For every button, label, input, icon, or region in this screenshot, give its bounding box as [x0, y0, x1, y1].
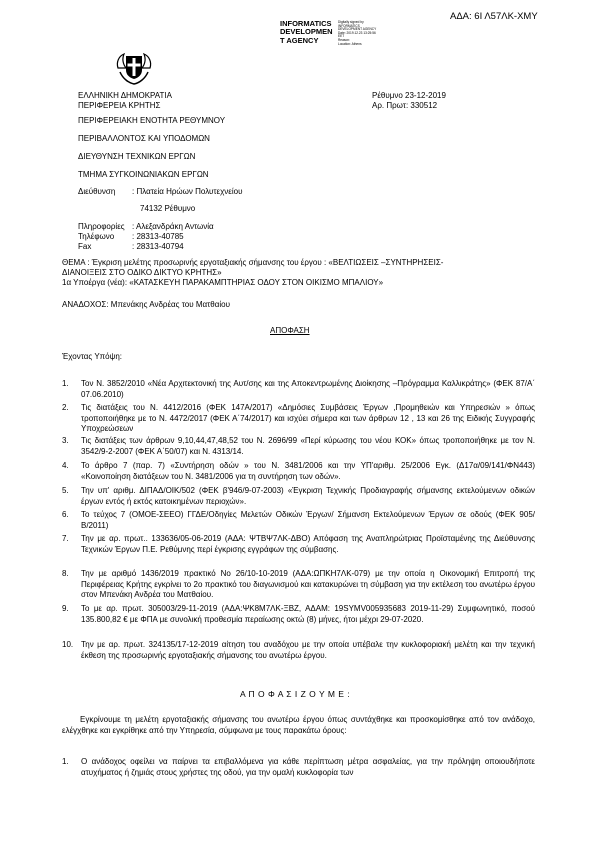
ada-code: ΑΔΑ: 6Ι Λ57ΛΚ-ΧΜΥ — [450, 11, 538, 22]
fax-value: : 28313-40794 — [132, 242, 184, 251]
item-number: 4. — [62, 461, 69, 470]
list-item: Την με αρ. πρωτ.. 133636/05-06-2019 (ΑΔΑ: ΨΤΒΨ7ΛΚ-ΔΒΟ) Απόφαση της Αναπληρώτριας Προϊσταμένης της Διεύθυνσης Τεχνικών Έργων Π.Ε. Ρεθύμνης περί έγκρισης εγγράφων της σύμβασης. — [81, 534, 535, 554]
item-number: 8. — [62, 569, 69, 578]
phone-value: : 28313-40785 — [132, 232, 184, 241]
list-item: Την με αρ. πρωτ. 324135/17-12-2019 αίτηση του αναδόχου με την οποία υπέβαλε την κυκλοφοριακή μελέτη και την τεχνική έκθεση της προσωρινής εργοταξιακής σήμανσης του ανωτέρω έργου. — [81, 640, 535, 660]
address-line-2: 74132 Ρέθυμνο — [140, 204, 196, 213]
term-item: Ο ανάδοχος οφείλει να παίρνει τα επιβαλλόμενα για κάθε περίπτωση μέτρα ασφαλείας, για την πρόληψη οποιουδήποτε ατυχήματος ή ζημιάς στους χρήστες της οδού, για την ομαλή κυκλοφορία των — [81, 757, 535, 777]
list-item: Το με αρ. πρωτ. 305003/29-11-2019 (ΑΔΑ:ΨΚ8Μ7ΛΚ-ΞΒΖ, ΑΔΑΜ: 19SYMV005935683 2019-11-29) Συμφωνητικό, ποσού 135.800,82 € με ΦΠΑ με συνολική προθεσμία περαίωσης οκτώ (8) μήνες, ήτοι μέχρι 29-07-2020. — [81, 604, 535, 624]
contractor: ΑΝΑΔΟΧΟΣ: Μπενάκης Ανδρέας του Ματθαίου — [62, 300, 230, 309]
item-number: 7. — [62, 534, 69, 543]
subject — [62, 258, 443, 288]
info-value: : Αλεξανδράκη Αντωνία — [132, 222, 214, 231]
header-directorate: ΔΙΕΥΘΥΝΣΗ ΤΕΧΝΙΚΩΝ ΕΡΓΩΝ — [78, 152, 196, 161]
list-item: Τον Ν. 3852/2010 «Νέα Αρχιτεκτονική της Αυτ/σης και της Αποκεντρωμένης Διοίκησης –Πρόγραμμα Καλλικράτης» (ΦΕΚ 87/Α΄ 07.06.2010) — [81, 379, 535, 399]
list-item: Την με αριθμό 1436/2019 πρακτικό Νο 26/10-10-2019 (ΑΔΑ:ΩΠΚΗ7ΛΚ-079) με την οποία η Οικονομική Επιτροπή της Περιφέρειας Κρήτης εγκρίνει το 2ο πρακτικό του διαγωνισμού και κατακυρώνει τη σύμβαση για την εκτέλεση του ανωτέρω έργου στον Μπενάκη Ανδρέα του Ματθαίου. — [81, 569, 535, 599]
digital-signature-details: Digitally signed by INFORMATICS DEVELOPMENT AGENCY Date: 2019.12.23 13:25:56 EET Reason: Location: Athens — [338, 20, 377, 46]
fax-label: Fax — [78, 242, 92, 251]
decide-heading: Α Π Ο Φ Α Σ Ι Ζ Ο Υ Μ Ε : — [240, 689, 351, 699]
header-section: ΤΜΗΜΑ ΣΥΓΚΟΙΝΩΝΙΑΚΩΝ ΕΡΓΩΝ — [78, 170, 209, 179]
phone-label: Τηλέφωνο — [78, 232, 115, 241]
list-item: Το τεύχος 7 (ΟΜΟΕ-ΣΕΕΟ) ΓΓΔΕ/Οδηγίες Μελετών Οδικών Έργων/ Σήμανση Εκτελούμενων Έργων σε οδούς (ΦΕΚ 905/ Β/2011) — [81, 510, 535, 530]
approval-paragraph: Εγκρίνουμε τη μελέτη εργοταξιακής σήμανσης του ανωτέρω έργου όπως συντάχθηκε και προσκομίσθηκε από τον ανάδοχο, ελέγχθηκε και εγκρίθηκε από την Υπηρεσία, σύμφωνα με τους παρακάτω όρους: — [62, 715, 535, 735]
list-item: Την υπ' αριθμ. ΔΙΠΑΔ/ΟΙΚ/502 (ΦΕΚ β'946/9-07-2003) «Έγκριση Τεχνικής Προδιαγραφής σήμανσης εκτελούμενων οδικών έργων εντός ή εκτός κατοικημένων περιοχών». — [81, 486, 535, 506]
header-authority: ΕΛΛΗΝΙΚΗ ΔΗΜΟΚΡΑΤΙΑ ΠΕΡΙΦΕΡΕΙΑ ΚΡΗΤΗΣ — [78, 91, 172, 110]
item-number: 2. — [62, 403, 69, 412]
coat-of-arms-emblem — [114, 48, 154, 86]
header-department: ΠΕΡΙΒΑΛΛΟΝΤΟΣ ΚΑΙ ΥΠΟΔΟΜΩΝ — [78, 134, 210, 143]
list-item: Το άρθρο 7 (παρ. 7) «Συντήρηση οδών » του Ν. 3481/2006 και την ΥΠ'αριθμ. 25/2006 Εγκ. (Δ17α/09/141/ΦΝ443) «Κοινοποίηση διατάξεων του Ν. 3481/2006 για τη συντήρηση των οδών». — [81, 461, 535, 481]
item-number: 6. — [62, 510, 69, 519]
protocol-number: Αρ. Πρωτ: 330512 — [372, 101, 438, 110]
subject-line-1: ΘΕΜΑ : Έγκριση μελέτης προσωρινής εργοταξιακής σήμανσης του έργου : «ΒΕΛΤΙΩΣΕΙΣ –ΣΥΝΤΗΡΗΣΕΙΣ- — [62, 258, 444, 267]
digital-signature-stamp: INFORMATICS DEVELOPMEN T AGENCY — [280, 19, 333, 45]
item-number: 1. — [62, 379, 69, 388]
list-item: Τις διατάξεις του Ν. 4412/2016 (ΦΕΚ 147Α/2017) «Δημόσιες Συμβάσεις Έργων ,Προμηθειών και Υπηρεσιών » όπως τροποποιήθηκε με το Ν. 4472/2017 (ΦΕΚ Α΄74/2017) και ισχύει σήμερα και των άρθρων 12 , 13 και 26 της Ειδικής Συγγραφής Υποχρεώσεων — [81, 403, 535, 433]
address-label: Διεύθυνση — [78, 187, 116, 196]
info-label: Πληροφορίες — [78, 222, 125, 231]
address-line-1: : Πλατεία Ηρώων Πολυτεχνείου — [132, 187, 243, 196]
decision-title: ΑΠΟΦΑΣΗ — [270, 326, 310, 335]
list-item: Τις διατάξεις των άρθρων 9,10,44,47,48,52 του Ν. 2696/99 «Περί κύρωσης του νέου ΚΟΚ» όπως τροποποιήθηκε με τον Ν. 3542/9-2-2007 (ΦΕΚ Α΄50/07) και Ν. 4313/14. — [81, 436, 535, 456]
subject-line-3: 1α Υποέργα (νέα): «ΚΑΤΑΣΚΕΥΗ ΠΑΡΑΚΑΜΠΤΗΡΙΑΣ ΟΔΟΥ ΣΤΟΝ ΟΙΚΙΣΜΟ ΜΠΑΛΙΟΥ» — [62, 278, 384, 287]
subject-line-2: ΔΙΑΝΟΙΞΕΙΣ ΣΤΟ ΟΔΙΚΟ ΔΙΚΤΥΟ ΚΡΗΤΗΣ» — [62, 268, 222, 277]
item-number: 5. — [62, 486, 69, 495]
item-number: 3. — [62, 436, 69, 445]
item-number: 9. — [62, 604, 69, 613]
document-date: Ρέθυμνο 23-12-2019 — [372, 91, 446, 100]
header-unit: ΠΕΡΙΦΕΡΕΙΑΚΗ ΕΝΟΤΗΤΑ ΡΕΘΥΜΝΟΥ — [78, 116, 226, 125]
item-number: 10. — [62, 640, 74, 649]
term-number: 1. — [62, 757, 69, 766]
considering-heading: Έχοντας Υπόψη: — [62, 352, 122, 361]
